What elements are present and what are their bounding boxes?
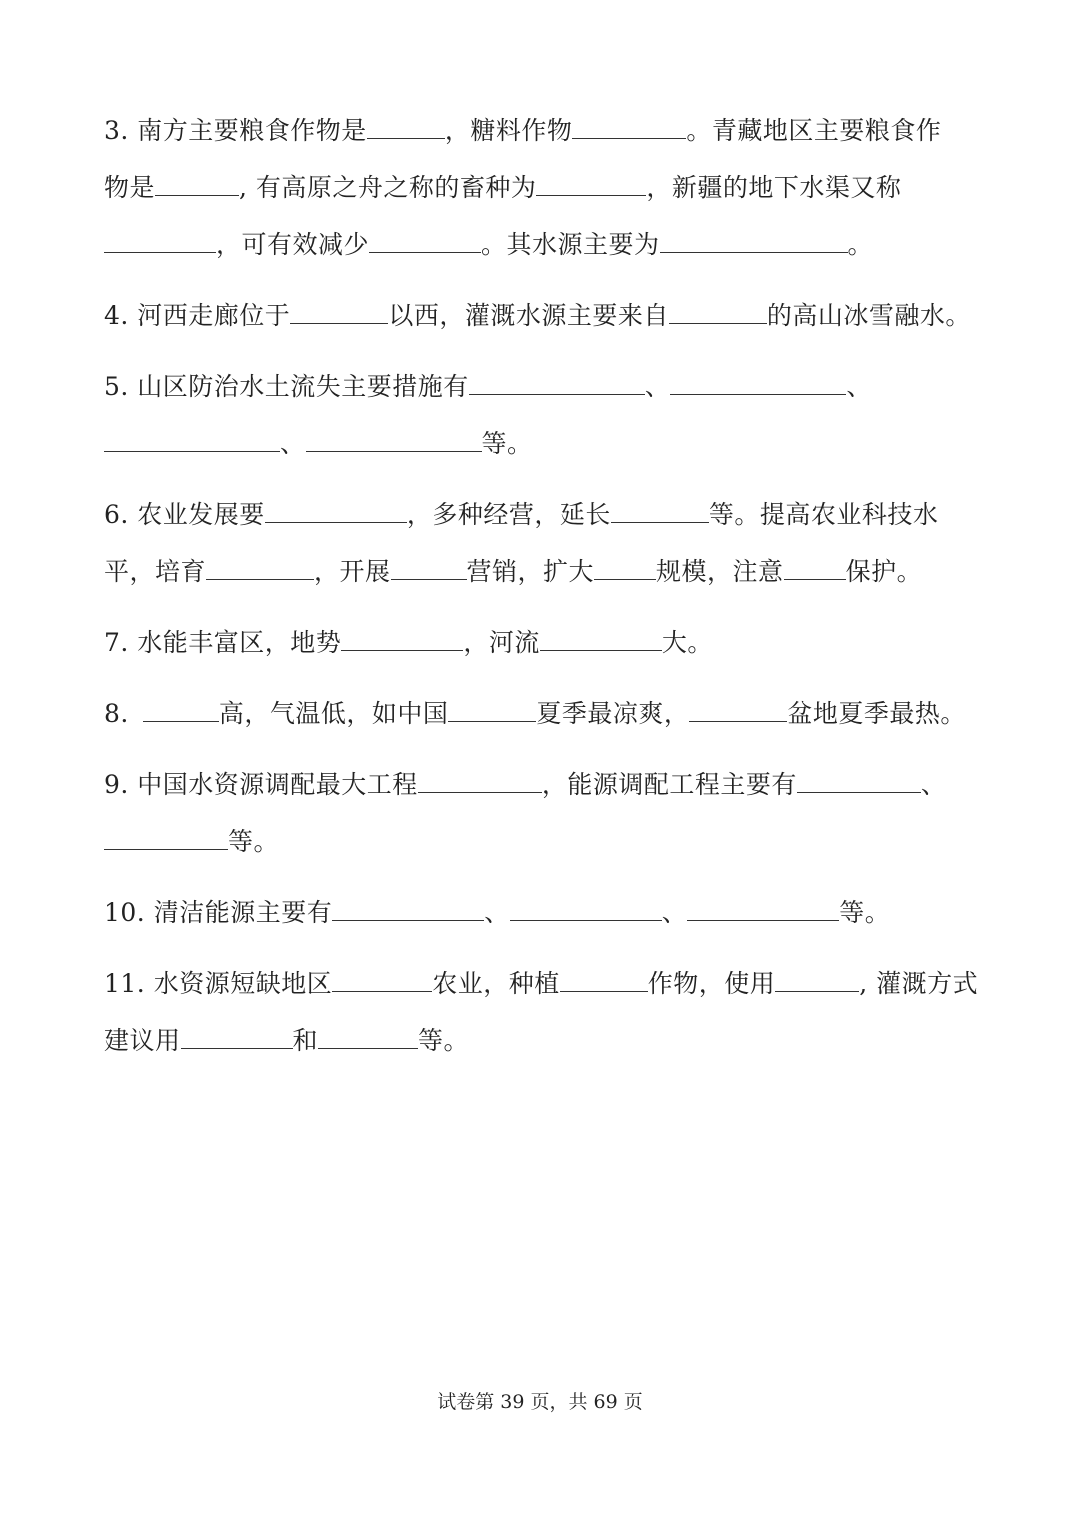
question-3-line-1 (104, 111, 941, 151)
q8-text-d: 盆地夏季最热。 (787, 699, 966, 728)
q4-blank-2[interactable] (669, 297, 767, 324)
q6-blank-2[interactable] (611, 496, 709, 523)
q6-blank-3[interactable] (206, 553, 314, 580)
q11-text-e: 建议用 (104, 1026, 181, 1055)
q8-text-b: 高，气温低，如中国 (218, 699, 449, 728)
question-9-line-2 (104, 822, 279, 862)
question-3-line-3 (104, 225, 873, 265)
q6-text-h: 保护。 (845, 557, 923, 586)
q5-blank-1[interactable] (469, 368, 645, 395)
q11-blank-4[interactable] (181, 1022, 293, 1049)
q5-text-e: 等。 (481, 429, 533, 458)
q7-blank-1[interactable] (341, 624, 463, 651)
q5-text-a: 5. 山区防治水土流失主要措施有 (104, 372, 469, 401)
q9-text-d: 等。 (228, 827, 280, 856)
q10-blank-1[interactable] (332, 894, 484, 921)
q3-text-f: ，新疆的地下水渠又称 (646, 173, 902, 202)
q5-blank-4[interactable] (306, 425, 482, 452)
q11-blank-2[interactable] (560, 965, 648, 992)
q3-blank-7[interactable] (660, 226, 848, 253)
q3-text-g: ，可有效减少 (216, 230, 370, 259)
q3-text-h: 。其水源主要为 (481, 230, 660, 259)
q9-text-a: 9. 中国水资源调配最大工程 (104, 770, 418, 799)
q3-text-d: 物是 (104, 173, 156, 202)
q7-text-a: 7. 水能丰富区，地势 (104, 628, 342, 657)
q3-text-a: 3. 南方主要粮食作物是 (104, 116, 367, 145)
q5-blank-2[interactable] (670, 368, 846, 395)
q5-blank-3[interactable] (104, 425, 280, 452)
q3-blank-1[interactable] (367, 112, 445, 139)
q4-blank-1[interactable] (290, 297, 388, 324)
question-11-line-2 (104, 1021, 469, 1061)
q9-blank-1[interactable] (418, 766, 542, 793)
q7-blank-2[interactable] (540, 624, 662, 651)
q6-text-e: ，开展 (314, 557, 391, 586)
q10-text-b: 、 (484, 898, 510, 927)
q8-blank-2[interactable] (448, 695, 536, 722)
q3-text-c: 。青藏地区主要粮食作 (686, 116, 942, 145)
q3-blank-5[interactable] (104, 226, 216, 253)
q8-blank-1[interactable] (143, 695, 219, 722)
question-11-line-1 (104, 964, 978, 1004)
question-5-line-1 (104, 367, 872, 407)
q6-blank-5[interactable] (594, 553, 656, 580)
q11-text-c: 作物，使用 (647, 969, 776, 998)
q7-text-c: 大。 (661, 628, 713, 657)
q8-text-c: 夏季最凉爽， (536, 699, 690, 728)
q6-text-a: 6. 农业发展要 (104, 500, 265, 529)
q3-blank-3[interactable] (155, 169, 239, 196)
q6-text-c: 等。提高农业科技水 (708, 500, 939, 529)
q10-blank-3[interactable] (687, 894, 839, 921)
q5-text-c: 、 (846, 372, 872, 401)
question-9-line-1 (104, 765, 946, 805)
q4-text-a: 4. 河西走廊位于 (104, 301, 291, 330)
q11-text-f: 和 (292, 1026, 319, 1055)
q3-text-e: , 有高原之舟之称的畜种为 (239, 173, 537, 202)
question-5-line-2 (104, 424, 533, 464)
q3-blank-2[interactable] (572, 112, 686, 139)
q9-text-c: 、 (920, 770, 947, 799)
q6-blank-1[interactable] (265, 496, 407, 523)
question-4 (104, 296, 971, 336)
q4-text-b: 以西，灌溉水源主要来自 (388, 301, 669, 330)
q3-text-b: ，糖料作物 (444, 116, 573, 145)
q11-blank-1[interactable] (332, 965, 432, 992)
q4-text-c: 的高山冰雪融水。 (766, 301, 971, 330)
q10-text-d: 等。 (839, 898, 891, 927)
q11-text-g: 等。 (418, 1026, 470, 1055)
question-8 (104, 694, 966, 734)
q9-text-b: ，能源调配工程主要有 (541, 770, 797, 799)
q10-blank-2[interactable] (510, 894, 662, 921)
page-footer: 试卷第 39 页，共 69 页 (437, 1391, 643, 1413)
q5-text-d: 、 (280, 429, 306, 458)
q10-text-a: 10. 清洁能源主要有 (104, 898, 333, 927)
q7-text-b: ，河流 (463, 628, 540, 657)
q11-text-a: 11. 水资源短缺地区 (104, 969, 333, 998)
q9-blank-2[interactable] (797, 766, 921, 793)
question-6-line-1 (104, 495, 938, 535)
q6-blank-4[interactable] (391, 553, 467, 580)
question-3-line-2 (104, 168, 901, 208)
q9-blank-3[interactable] (104, 823, 228, 850)
q10-text-c: 、 (661, 898, 688, 927)
q6-text-b: ，多种经营，延长 (406, 500, 611, 529)
question-6-line-2 (104, 552, 922, 592)
q3-text-i: 。 (847, 230, 874, 259)
q8-blank-3[interactable] (689, 695, 787, 722)
q11-text-b: 农业，种植 (432, 969, 560, 998)
q3-blank-6[interactable] (369, 226, 481, 253)
q3-blank-4[interactable] (536, 169, 646, 196)
q6-text-g: 规模，注意 (656, 557, 784, 586)
q8-text-a: 8. (104, 699, 129, 728)
q6-blank-6[interactable] (784, 553, 846, 580)
q6-text-f: 营销，扩大 (466, 557, 595, 586)
q11-blank-3[interactable] (775, 965, 859, 992)
q5-text-b: 、 (644, 372, 671, 401)
question-7 (104, 623, 713, 663)
q6-text-d: 平，培育 (104, 557, 207, 586)
q11-blank-5[interactable] (318, 1022, 418, 1049)
q11-text-d: , 灌溉方式 (859, 969, 979, 998)
question-10 (104, 893, 890, 933)
